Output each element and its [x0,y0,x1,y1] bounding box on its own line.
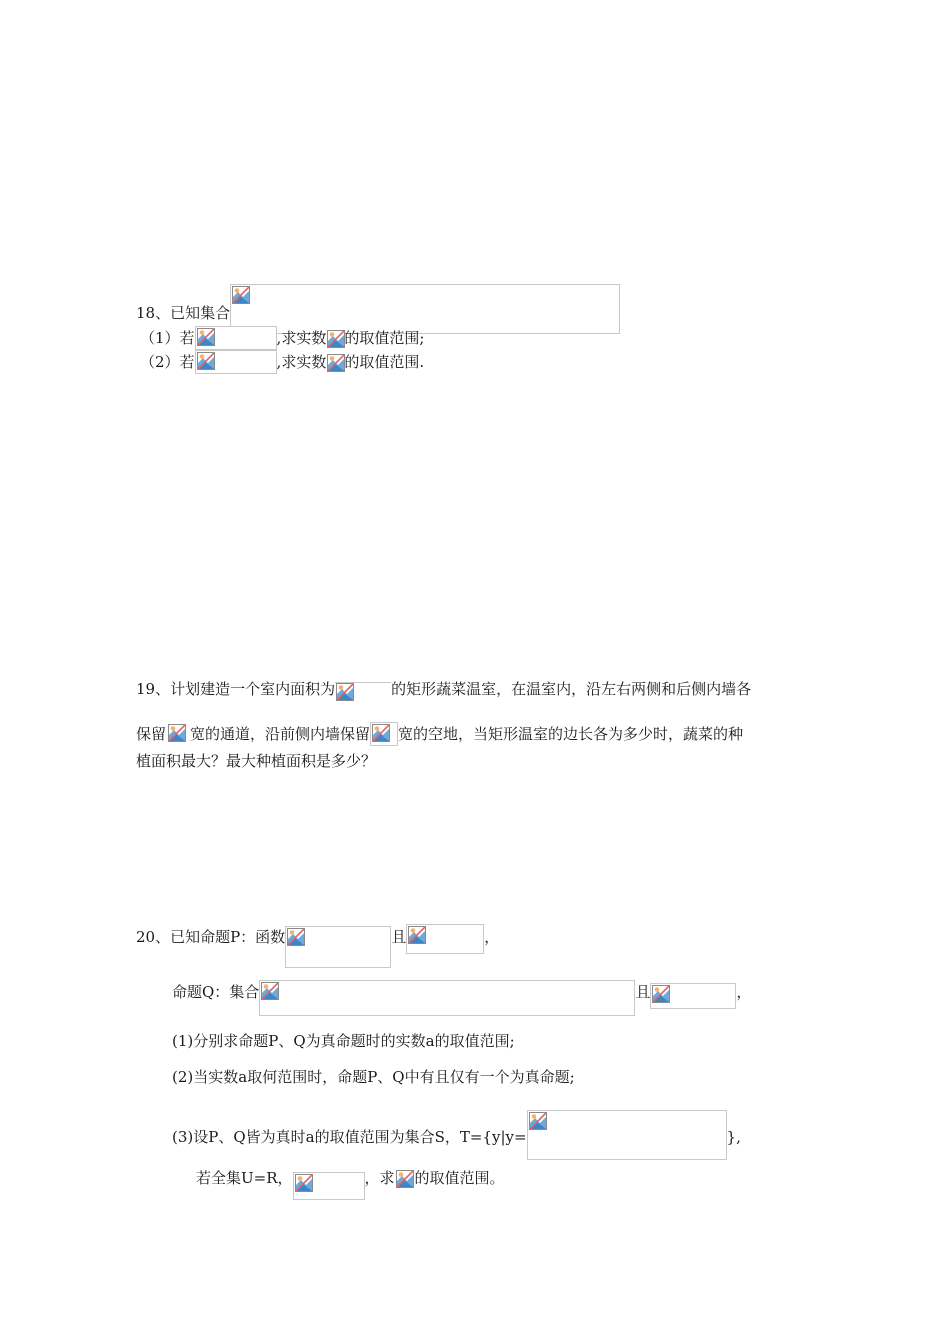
q18-part1-suffix: 的取值范围; [344,329,425,347]
q20-sub4-text-c: 的取值范围。 [414,1169,505,1187]
q19-line3 [136,750,376,771]
q20-sub4-text-b: ，求 [364,1169,395,1187]
function-formula-image [527,1110,727,1160]
variable-image [326,352,344,372]
q20-sub1 [172,1030,515,1051]
q20-line2 [172,974,751,1010]
broken-image-icon [287,928,305,946]
condition-formula-image [406,924,484,954]
area-formula-image [335,682,391,708]
q19-text-e: 宽的空地，当矩形温室的边长各为多少时，蔬菜的种 [398,725,744,743]
q20-text-f: ， [736,983,752,1001]
q20-text-c: ， [484,928,500,946]
q20-text-e: 且 [635,983,651,1001]
q19-text-a: 19、计划建造一个室内面积为 [136,680,336,698]
q19-line2 [136,722,743,746]
q20-sub2 [172,1066,575,1087]
q20-text-a: 20、已知命题P：函数 [136,928,286,946]
variable-image [395,1168,415,1188]
q18-part2-prefix: （2）若 [140,353,195,371]
q18-part2 [140,350,424,374]
broken-image-icon [197,328,215,346]
q20-sub3-text-a: (3)设P、Q皆为真时a的取值范围为集合S，T={y|y= [172,1128,527,1146]
broken-image-icon [168,724,186,742]
q18-part2-mid: ,求实数 [276,353,327,371]
width-formula-image [166,722,190,746]
broken-image-icon [372,724,390,742]
broken-image-icon [197,352,215,370]
set-formula-image [259,980,635,1016]
q18-part1-mid: ,求实数 [276,329,327,347]
variable-image [326,328,344,348]
broken-image-icon [529,1112,547,1130]
q20-text-d: 命题Q：集合 [172,983,260,1001]
q19-text-b: 的矩形蔬菜温室，在温室内，沿左右两侧和后侧内墙各 [391,680,752,698]
q18-part1 [140,326,424,350]
broken-image-icon [408,926,426,944]
broken-image-icon [652,985,670,1003]
q20-sub3 [172,1112,741,1162]
broken-image-icon [295,1174,313,1192]
q19-text-c: 保留 [136,725,167,743]
broken-image-icon [336,683,354,701]
q20-sub4 [196,1164,505,1192]
q20-sub2-text: (2)当实数a取何范围时，命题P、Q中有且仅有一个为真命题; [172,1068,575,1086]
q20-sub3-text-b: }, [726,1128,741,1146]
q19-text-d: 宽的通道，沿前侧内墙保留 [190,725,371,743]
q20-sub1-text: (1)分别求命题P、Q为真命题时的实数a的取值范围; [172,1032,515,1050]
q20-text-b: 且 [391,928,407,946]
q19-text-f: 植面积最大？最大种植面积是多少？ [136,752,377,770]
broken-image-icon [327,354,345,372]
condition-formula-image [650,983,736,1009]
broken-image-icon [327,330,345,348]
q18-part1-prefix: （1）若 [140,329,195,347]
condition-formula-image [195,350,277,374]
condition-formula-image [195,326,277,350]
broken-image-icon [396,1170,414,1188]
q18-title: 18、已知集合 [136,304,231,322]
q19-line1 [136,676,751,702]
broken-image-icon [232,286,250,304]
q18-part2-suffix: 的取值范围. [344,353,425,371]
condition-formula-image [293,1172,365,1200]
q20-sub4-text-a: 若全集U=R， [196,1169,293,1187]
width-formula-image [370,722,398,746]
q20-line1 [136,916,499,958]
broken-image-icon [261,982,279,1000]
function-formula-image [285,926,391,968]
